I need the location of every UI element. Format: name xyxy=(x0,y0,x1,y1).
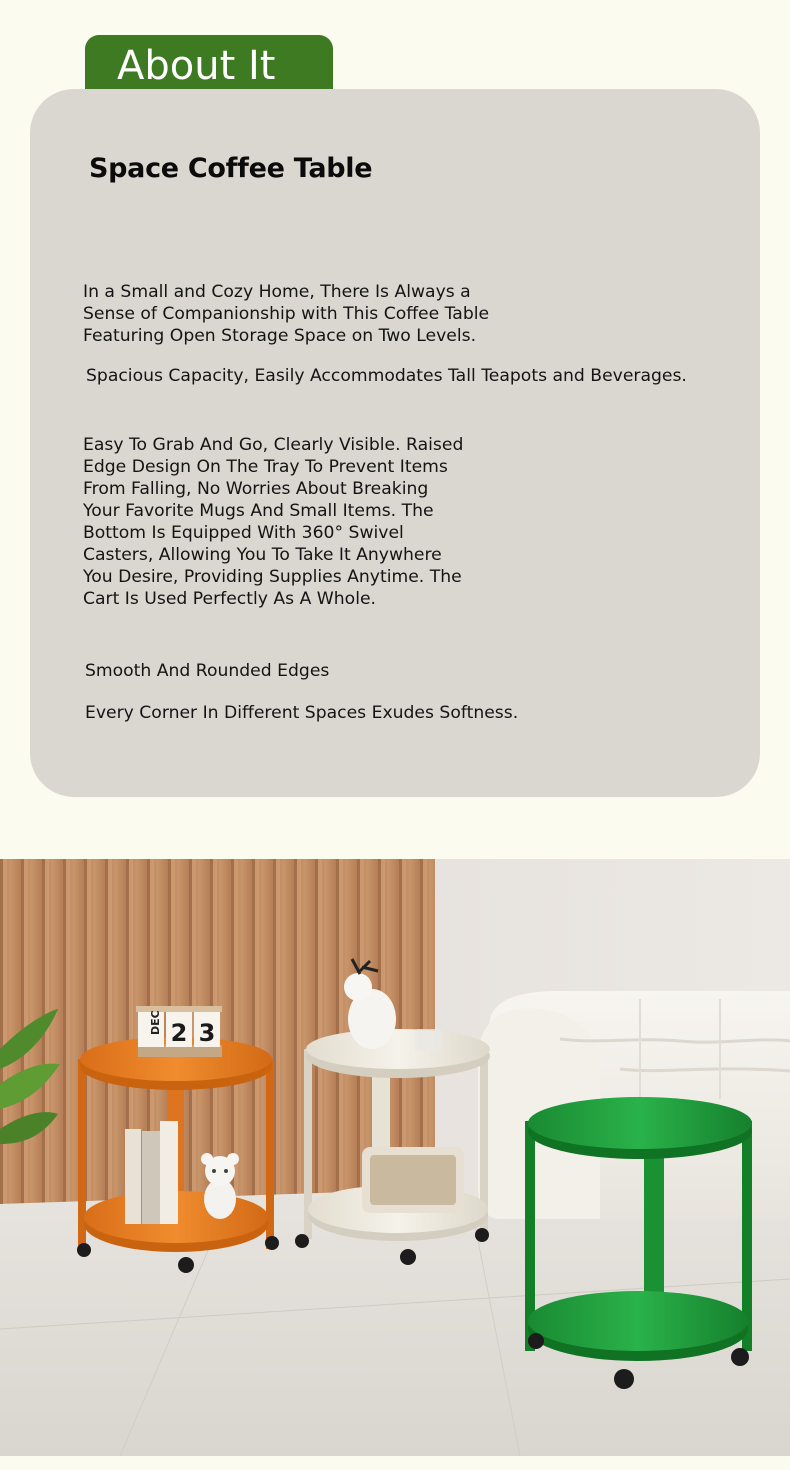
description-paragraph-edges: Smooth And Rounded Edges xyxy=(85,661,330,681)
calendar-day-digit-1: 2 xyxy=(170,1019,188,1047)
calendar-blocks xyxy=(136,1006,222,1057)
description-paragraph-softness: Every Corner In Different Spaces Exudes Softness. xyxy=(85,703,519,723)
description-paragraph-intro: In a Small and Cozy Home, There Is Always a Sense of Companionship with This Coffee Table Featuring Open Storage Space on Two Levels. xyxy=(83,282,490,346)
product-photo xyxy=(0,859,790,1456)
description-card xyxy=(30,89,760,797)
calendar-month: DEC xyxy=(149,1010,162,1035)
about-it-tab xyxy=(85,35,333,95)
description-paragraph-capacity: Spacious Capacity, Easily Accommodates Tall Teapots and Beverages. xyxy=(86,366,687,386)
about-it-label: About It xyxy=(117,43,276,89)
product-title: Space Coffee Table xyxy=(89,153,373,184)
description-paragraph-features: Easy To Grab And Go, Clearly Visible. Raised Edge Design On The Tray To Prevent Items From Falling, No Worries About Breaking Your Favorite Mugs And Small Items. The Bottom Is Equipped With 360° Swivel Casters, Allowing You To Take It Anywhere You Desire, Providing Supplies Anytime. The Cart Is Used Perfectly As A Whole. xyxy=(83,435,464,609)
calendar-day-digit-2: 3 xyxy=(198,1019,216,1047)
